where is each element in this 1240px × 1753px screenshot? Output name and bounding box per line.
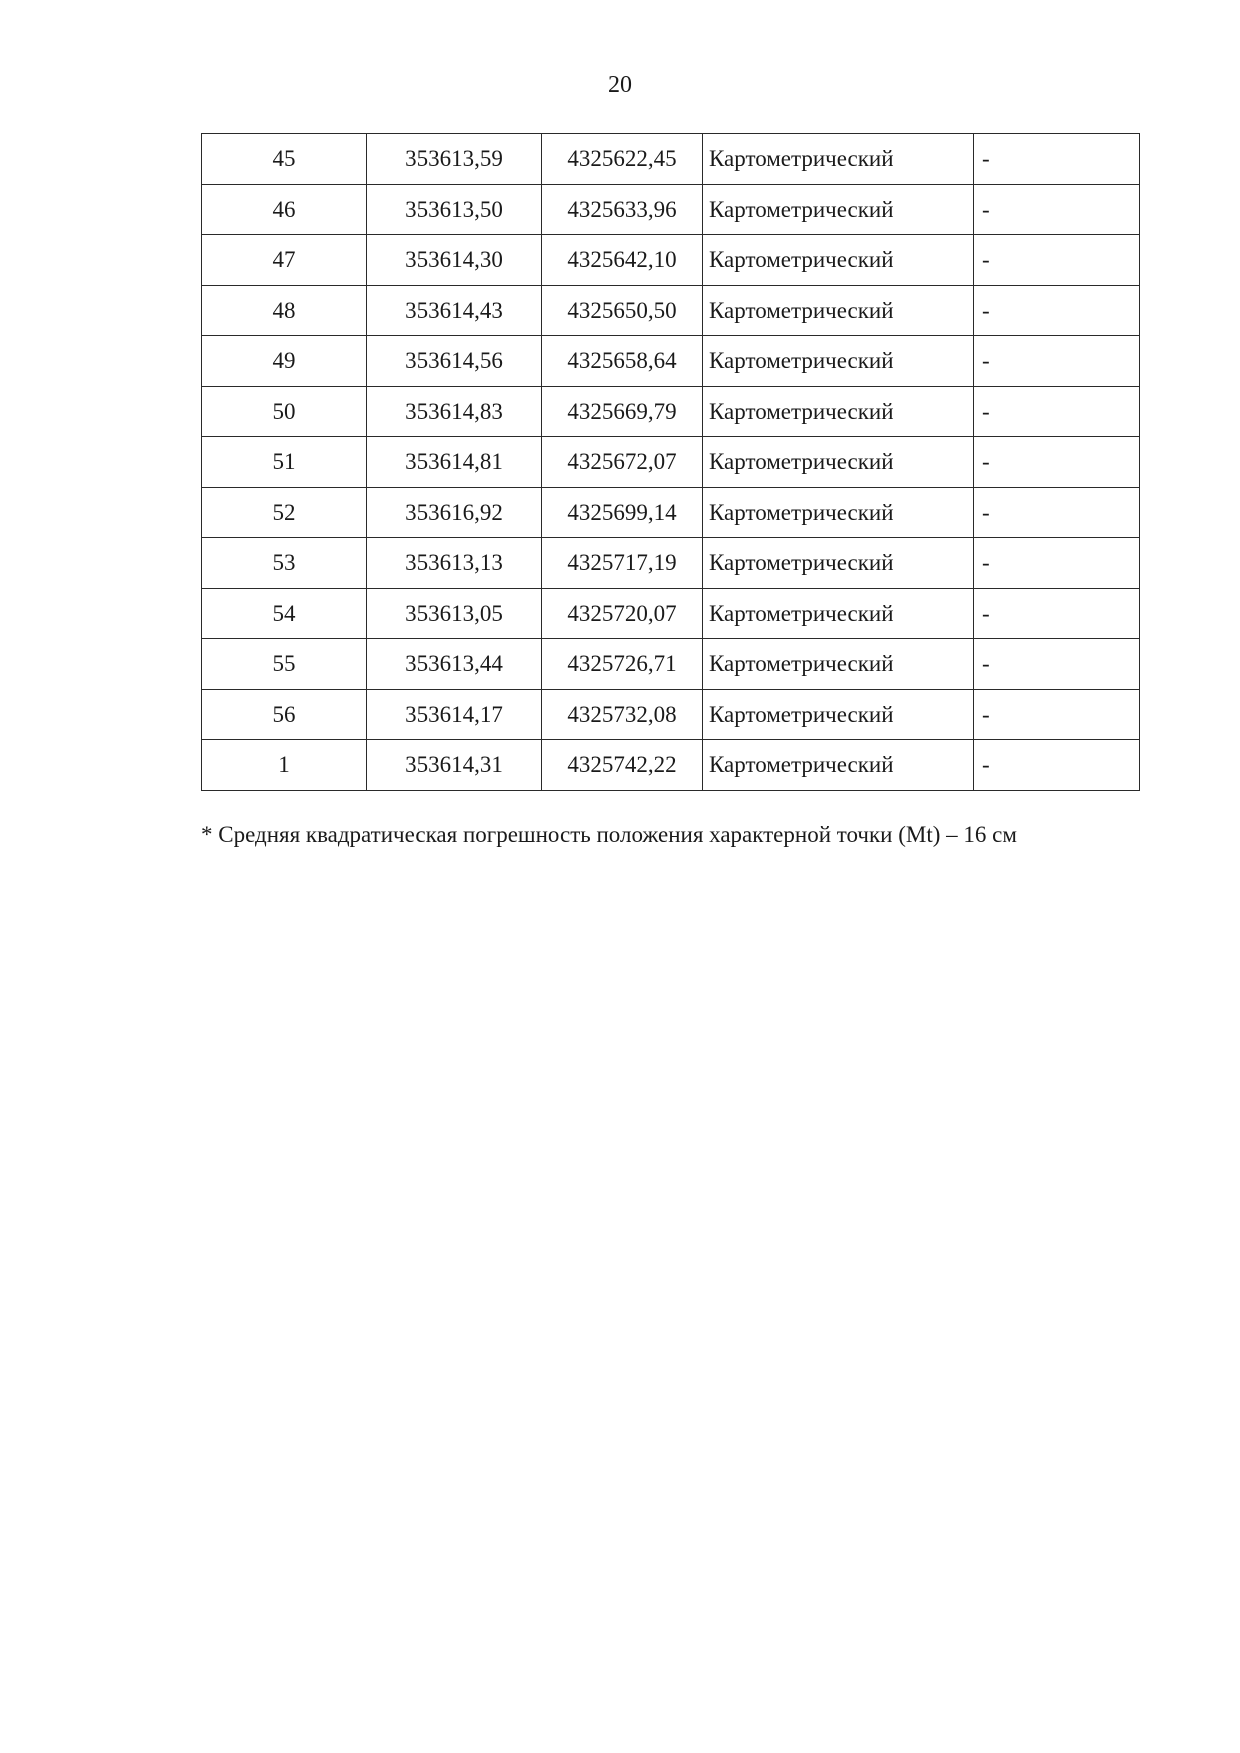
error-value: - [974,285,1140,336]
error-value: - [974,740,1140,791]
table-row [202,487,1140,538]
method: Картометрический [703,588,974,639]
y-coordinate: 4325720,07 [542,588,703,639]
table-row [202,437,1140,488]
error-value: - [974,689,1140,740]
x-coordinate: 353614,83 [367,386,542,437]
table-row [202,134,1140,185]
y-coordinate: 4325742,22 [542,740,703,791]
point-number: 49 [202,336,367,387]
x-coordinate: 353614,56 [367,336,542,387]
error-value: - [974,538,1140,589]
point-number: 50 [202,386,367,437]
footnote: * Средняя квадратическая погрешность положения характерной точки (Mt) – 16 см [201,822,1017,847]
x-coordinate: 353614,30 [367,235,542,286]
y-coordinate: 4325622,45 [542,134,703,185]
table-row [202,184,1140,235]
error-value: - [974,487,1140,538]
table-row [202,538,1140,589]
table-row [202,285,1140,336]
error-value: - [974,639,1140,690]
point-number: 45 [202,134,367,185]
method: Картометрический [703,134,974,185]
x-coordinate: 353614,43 [367,285,542,336]
point-number: 55 [202,639,367,690]
method: Картометрический [703,487,974,538]
point-number: 47 [202,235,367,286]
point-number: 52 [202,487,367,538]
error-value: - [974,336,1140,387]
x-coordinate: 353613,05 [367,588,542,639]
table-row [202,639,1140,690]
page-number: 20 [608,72,632,98]
y-coordinate: 4325669,79 [542,386,703,437]
x-coordinate: 353614,81 [367,437,542,488]
point-number: 48 [202,285,367,336]
y-coordinate: 4325642,10 [542,235,703,286]
method: Картометрический [703,639,974,690]
y-coordinate: 4325650,50 [542,285,703,336]
y-coordinate: 4325658,64 [542,336,703,387]
coordinates-table [201,133,1140,791]
method: Картометрический [703,336,974,387]
y-coordinate: 4325633,96 [542,184,703,235]
table-row [202,235,1140,286]
method: Картометрический [703,235,974,286]
table-row [202,689,1140,740]
y-coordinate: 4325672,07 [542,437,703,488]
x-coordinate: 353614,17 [367,689,542,740]
point-number: 53 [202,538,367,589]
x-coordinate: 353614,31 [367,740,542,791]
x-coordinate: 353613,59 [367,134,542,185]
point-number: 54 [202,588,367,639]
error-value: - [974,437,1140,488]
y-coordinate: 4325732,08 [542,689,703,740]
error-value: - [974,386,1140,437]
error-value: - [974,134,1140,185]
x-coordinate: 353613,44 [367,639,542,690]
table-row [202,386,1140,437]
error-value: - [974,184,1140,235]
method: Картометрический [703,437,974,488]
method: Картометрический [703,285,974,336]
error-value: - [974,235,1140,286]
point-number: 46 [202,184,367,235]
y-coordinate: 4325717,19 [542,538,703,589]
method: Картометрический [703,184,974,235]
method: Картометрический [703,386,974,437]
y-coordinate: 4325726,71 [542,639,703,690]
error-value: - [974,588,1140,639]
table-row [202,336,1140,387]
x-coordinate: 353616,92 [367,487,542,538]
x-coordinate: 353613,50 [367,184,542,235]
y-coordinate: 4325699,14 [542,487,703,538]
point-number: 51 [202,437,367,488]
method: Картометрический [703,689,974,740]
table-row [202,740,1140,791]
x-coordinate: 353613,13 [367,538,542,589]
method: Картометрический [703,538,974,589]
point-number: 56 [202,689,367,740]
point-number: 1 [202,740,367,791]
table-row [202,588,1140,639]
method: Картометрический [703,740,974,791]
